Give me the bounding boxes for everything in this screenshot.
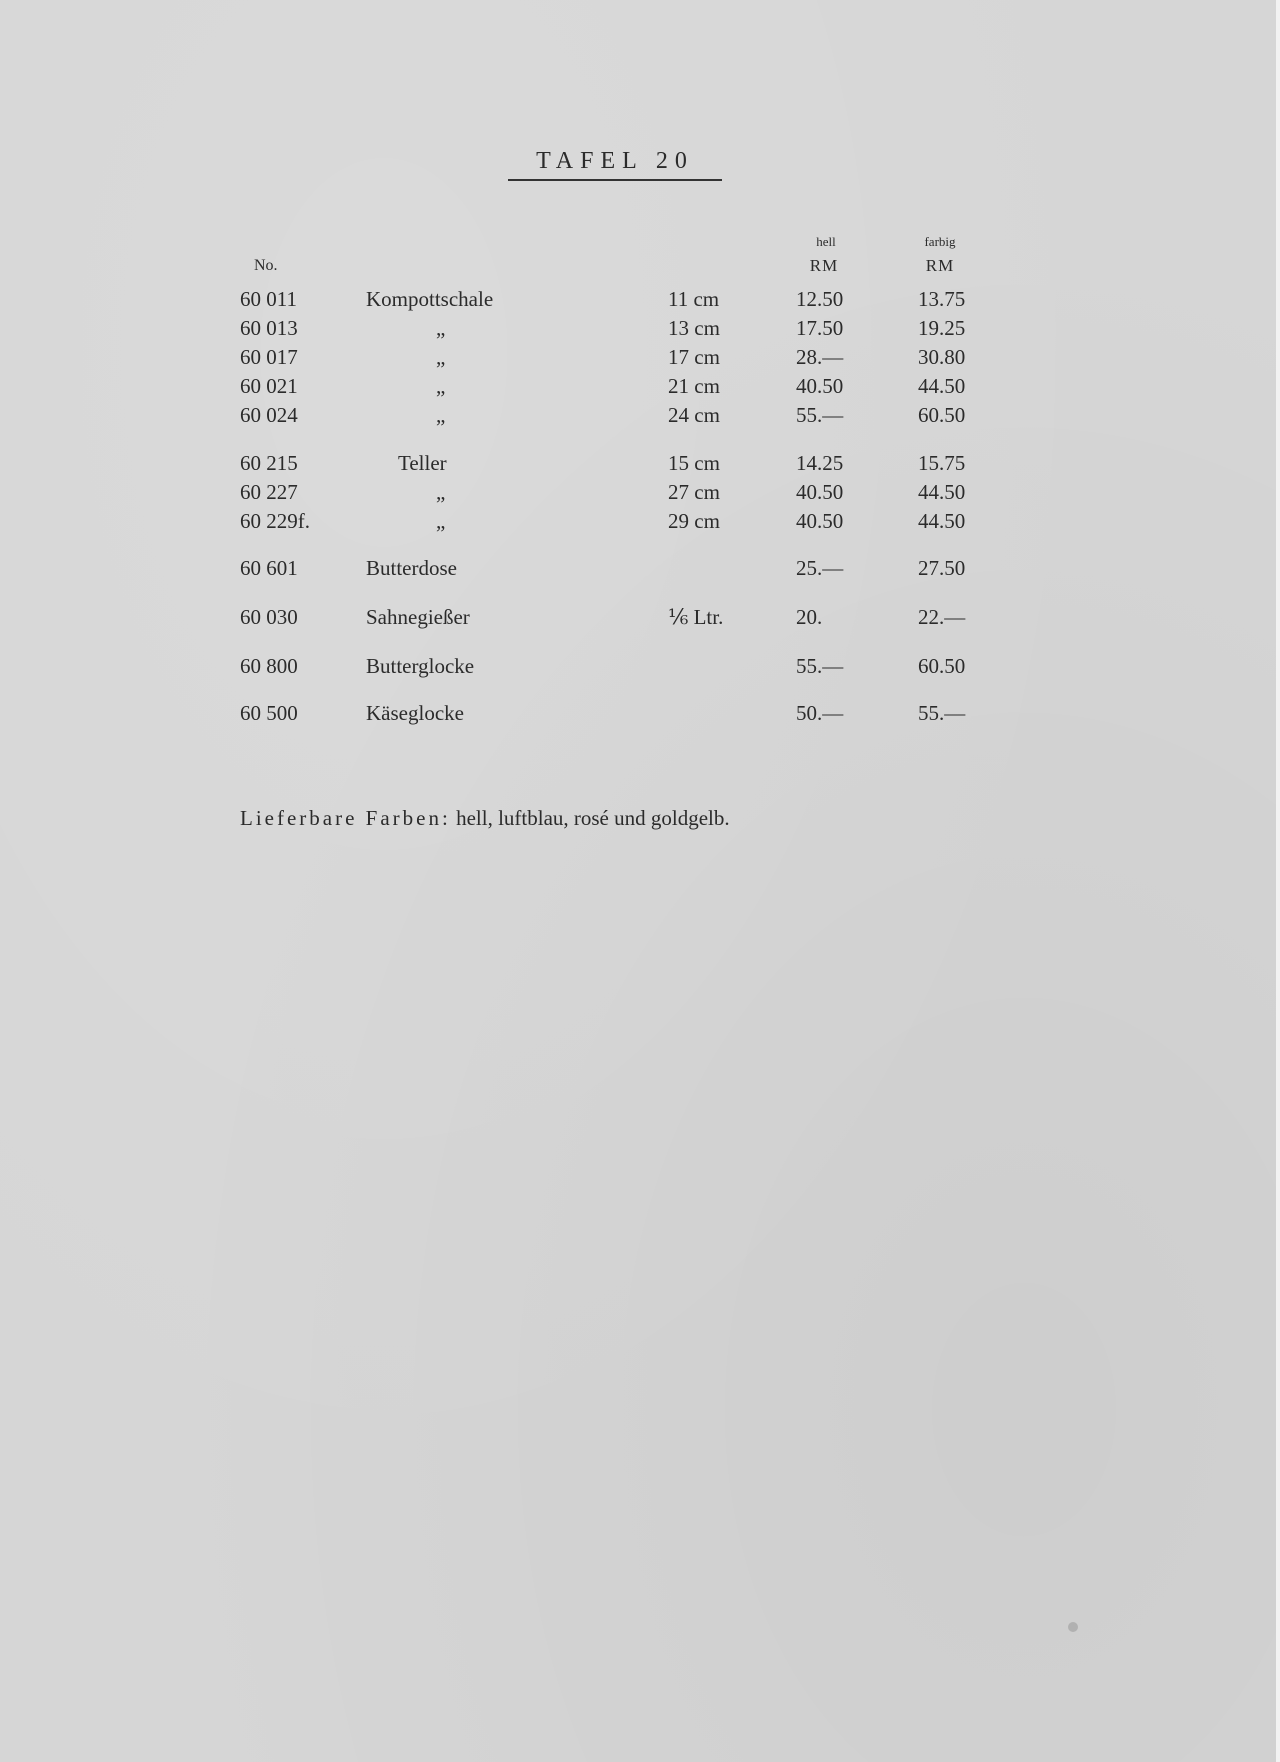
cell-no: 60 021 <box>240 374 298 398</box>
cell-size: 15 cm <box>668 451 720 475</box>
page-title: TAFEL 20 <box>508 148 722 181</box>
header-hell: hell <box>816 234 836 249</box>
cell-price-hell: 12.50 <box>796 287 844 311</box>
cell-price-farbig: 44.50 <box>918 509 966 533</box>
cell-name: „ <box>436 509 446 533</box>
table-row <box>0 403 1280 429</box>
cell-size: 24 cm <box>668 403 720 427</box>
table-row <box>0 345 1280 371</box>
cell-size: ⅙ Ltr. <box>668 605 724 629</box>
cell-size: 17 cm <box>668 345 720 369</box>
cell-no: 60 017 <box>240 345 298 369</box>
cell-no: 60 229f. <box>240 509 310 533</box>
table-row <box>0 287 1280 313</box>
table-row <box>0 451 1280 477</box>
table-row <box>0 556 1280 582</box>
cell-size: 13 cm <box>668 316 720 340</box>
cell-price-hell: 40.50 <box>796 480 844 504</box>
cell-price-farbig: 22.— <box>918 605 966 629</box>
cell-no: 60 800 <box>240 654 298 678</box>
table-row <box>0 316 1280 342</box>
table-row <box>0 654 1280 680</box>
cell-no: 60 024 <box>240 403 298 427</box>
table-row <box>0 374 1280 400</box>
cell-price-hell: 40.50 <box>796 509 844 533</box>
cell-no: 60 215 <box>240 451 298 475</box>
cell-name: Butterdose <box>366 556 457 580</box>
cell-name: Käseglocke <box>366 701 464 725</box>
cell-price-hell: 14.25 <box>796 451 844 475</box>
table-row <box>0 605 1280 631</box>
paper-speck <box>1068 1622 1078 1632</box>
footnote-text: hell, luftblau, rosé und goldgelb. <box>450 806 730 830</box>
cell-size: 27 cm <box>668 480 720 504</box>
table-row <box>0 480 1280 506</box>
cell-price-farbig: 13.75 <box>918 287 966 311</box>
header-farbig: farbig <box>924 234 956 249</box>
cell-no: 60 013 <box>240 316 298 340</box>
cell-name: Butterglocke <box>366 654 475 678</box>
cell-price-hell: 55.— <box>796 403 844 427</box>
cell-name: „ <box>436 316 446 340</box>
cell-size: 11 cm <box>668 287 720 311</box>
cell-size: 29 cm <box>668 509 720 533</box>
cell-name: Sahnegießer <box>366 605 470 629</box>
cell-price-hell: 40.50 <box>796 374 844 398</box>
cell-price-hell: 50.— <box>796 701 844 725</box>
footnote <box>240 806 730 831</box>
cell-name: „ <box>436 374 446 398</box>
cell-price-farbig: 19.25 <box>918 316 966 340</box>
cell-size: 21 cm <box>668 374 720 398</box>
table-row <box>0 701 1280 727</box>
cell-price-hell: 17.50 <box>796 316 844 340</box>
header-rm-farbig: RM <box>925 256 955 275</box>
footnote-label: Lieferbare Farben: <box>240 806 451 830</box>
cell-no: 60 011 <box>240 287 297 311</box>
cell-no: 60 601 <box>240 556 298 580</box>
cell-price-hell: 28.— <box>796 345 844 369</box>
header-no: No. <box>254 257 278 274</box>
cell-name: Teller <box>398 451 447 475</box>
cell-price-hell: 20. <box>796 605 823 629</box>
cell-price-farbig: 60.50 <box>918 403 966 427</box>
cell-name: Kompottschale <box>366 287 494 311</box>
cell-name: „ <box>436 345 446 369</box>
cell-price-farbig: 44.50 <box>918 480 966 504</box>
table-row <box>0 509 1280 535</box>
cell-no: 60 030 <box>240 605 298 629</box>
cell-no: 60 227 <box>240 480 298 504</box>
cell-price-farbig: 55.— <box>918 701 966 725</box>
cell-price-hell: 55.— <box>796 654 844 678</box>
cell-name: „ <box>436 403 446 427</box>
cell-price-farbig: 30.80 <box>918 345 966 369</box>
cell-price-farbig: 44.50 <box>918 374 966 398</box>
cell-name: „ <box>436 480 446 504</box>
cell-price-farbig: 15.75 <box>918 451 966 475</box>
cell-price-farbig: 27.50 <box>918 556 966 580</box>
header-rm-hell: RM <box>809 256 839 275</box>
cell-no: 60 500 <box>240 701 298 725</box>
cell-price-hell: 25.— <box>796 556 844 580</box>
cell-price-farbig: 60.50 <box>918 654 966 678</box>
